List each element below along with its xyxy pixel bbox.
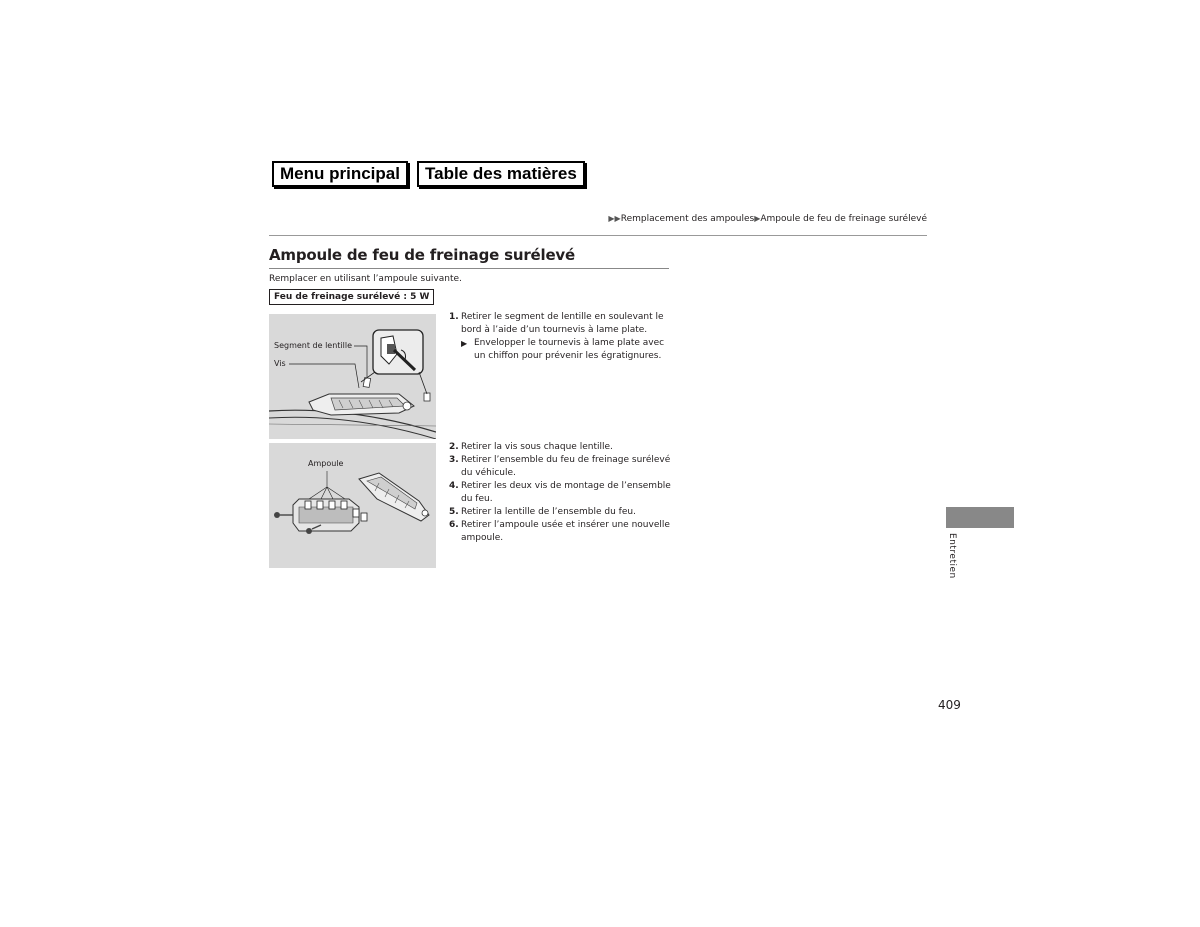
main-menu-button[interactable]: Menu principal	[272, 161, 408, 187]
step-text: Retirer les deux vis de montage de l’ensemble du feu.	[461, 481, 671, 504]
step-note-text: Envelopper le tournevis à lame plate avec un chiffon pour prévenir les égratignures.	[474, 338, 665, 361]
illustration-lens-removal	[269, 314, 436, 439]
section-title: Ampoule de feu de freinage surélevé	[269, 246, 575, 264]
step-number: 2.	[449, 442, 459, 452]
step-number: 4.	[449, 481, 459, 491]
intro-text: Remplacer en utilisant l’ampoule suivante.	[269, 274, 462, 284]
steps-group-1	[449, 311, 671, 363]
step-text: Retirer le segment de lentille en soulevant le bord à l’aide d’un tournevis à lame plate.	[461, 312, 664, 335]
bulb-spec-box: Feu de freinage surélevé : 5 W	[269, 289, 434, 305]
step-item	[449, 506, 671, 519]
step-number: 6.	[449, 520, 459, 530]
step-item	[449, 454, 671, 480]
step-number: 1.	[449, 312, 459, 322]
chapter-tab[interactable]	[946, 507, 1014, 528]
step-item	[449, 311, 671, 337]
table-of-contents-button[interactable]: Table des matières	[417, 161, 585, 187]
bulb-removal-drawing	[269, 443, 436, 568]
illustration-bulb-removal	[269, 443, 436, 568]
page-number: 409	[938, 698, 961, 712]
label-screw: Vis	[274, 359, 286, 368]
label-bulb: Ampoule	[308, 459, 344, 468]
triangle-icon: ▶	[754, 214, 761, 223]
step-text: Retirer la lentille de l’ensemble du feu.	[461, 507, 636, 517]
step-text: Retirer la vis sous chaque lentille.	[461, 442, 613, 452]
step-number: 5.	[449, 507, 459, 517]
double-triangle-icon: ▶▶	[608, 214, 621, 223]
triangle-icon: ▶	[461, 339, 468, 348]
step-note	[449, 337, 671, 363]
label-lens-segment: Segment de lentille	[274, 341, 353, 350]
breadcrumb-item-current: Ampoule de feu de freinage surélevé	[760, 214, 927, 224]
step-item	[449, 441, 671, 454]
chapter-label: Entretien	[947, 533, 957, 579]
step-item	[449, 519, 671, 545]
step-item	[449, 480, 671, 506]
steps-group-2	[449, 441, 671, 545]
step-text: Retirer l’ampoule usée et insérer une nouvelle ampoule.	[461, 520, 670, 543]
step-number: 3.	[449, 455, 459, 465]
breadcrumb	[600, 214, 927, 224]
breadcrumb-item-bulb-replacement[interactable]: Remplacement des ampoules	[620, 214, 755, 224]
title-divider	[269, 268, 669, 269]
step-text: Retirer l’ensemble du feu de freinage surélevé du véhicule.	[461, 455, 671, 478]
header-divider	[269, 235, 927, 236]
lens-removal-drawing	[269, 314, 436, 439]
